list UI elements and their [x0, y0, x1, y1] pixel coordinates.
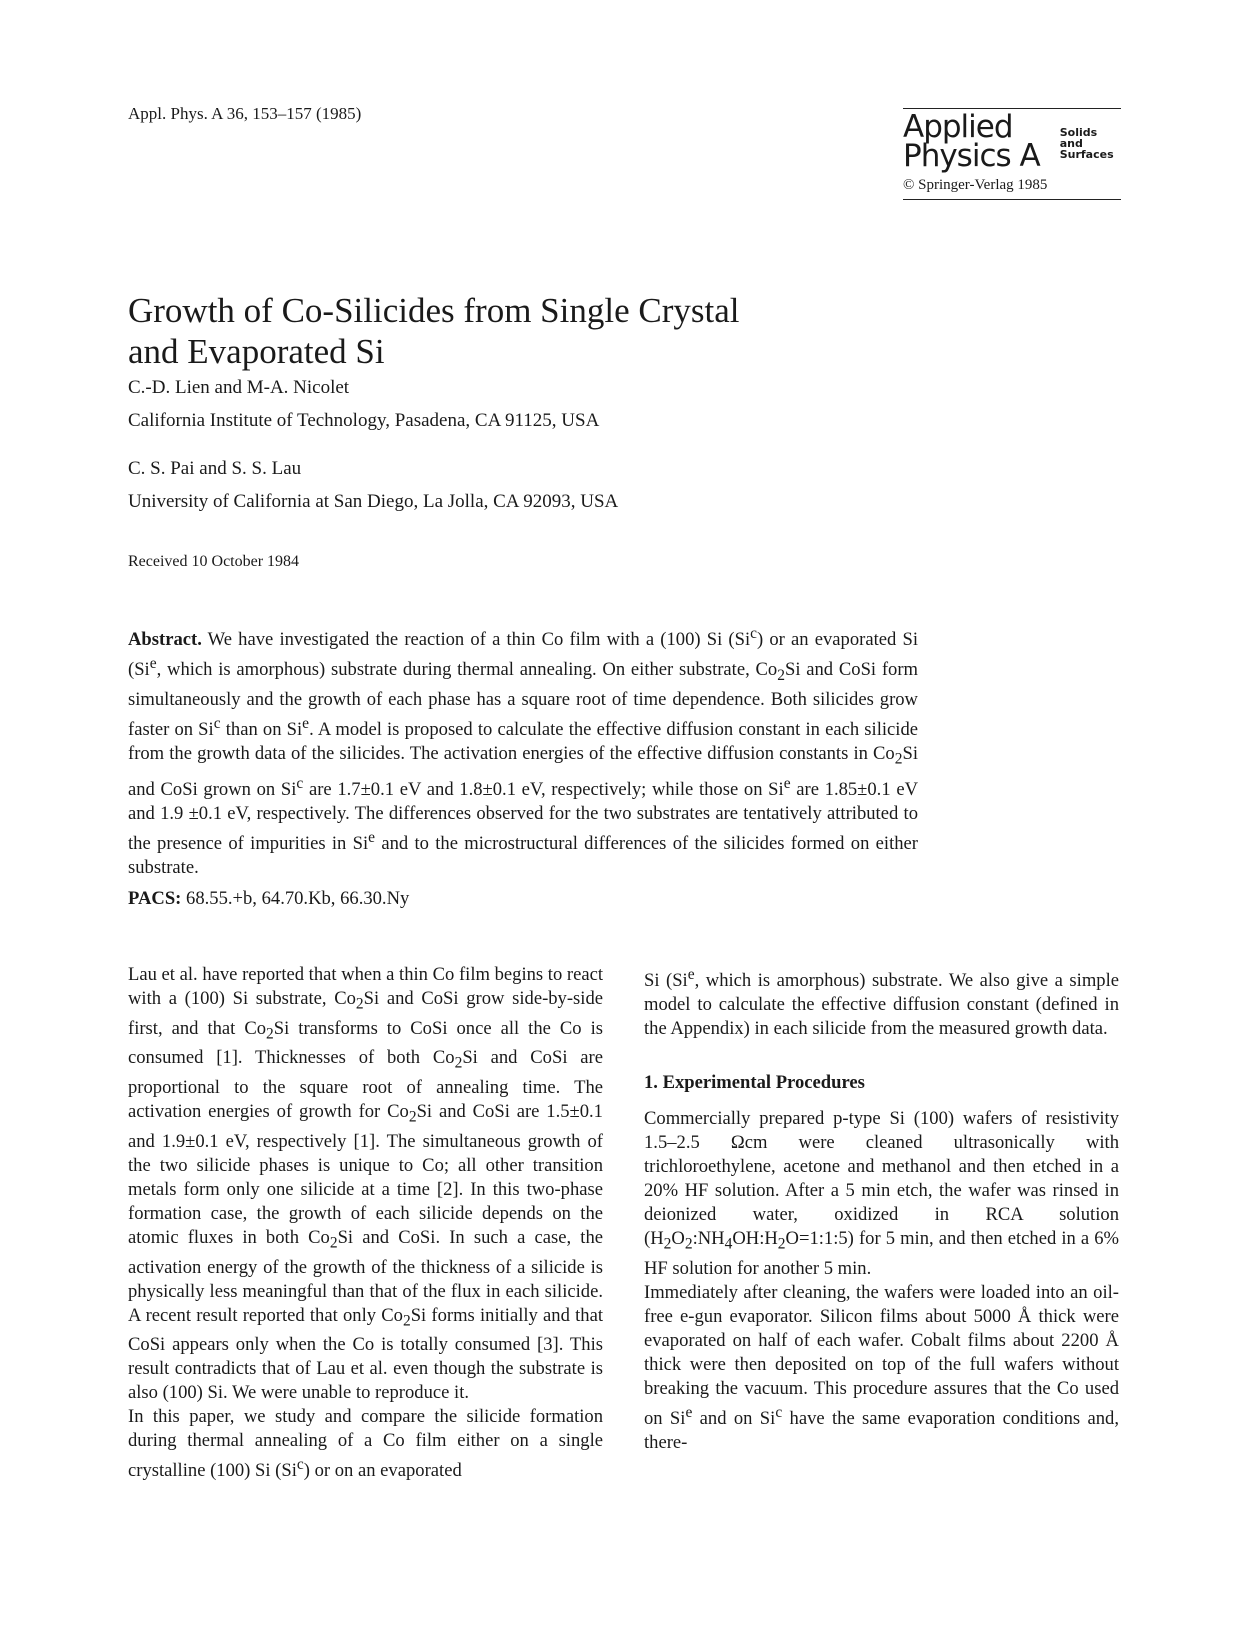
journal-name-line2: Physics A — [903, 138, 1040, 174]
intro-paragraph-1: Lau et al. have reported that when a thin Co film begins to react with a (100) Si substrate, $Co_2Si$ and CoSi grow side-by-side first, and that $Co_2Si$ transforms to CoSi once all the Co is consumed [1]. Thicknesses of both $Co_2Si$ and CoSi are proportional to the square root of annealing time. The activation energies of growth for $Co_2Si$ and CoSi are 1.5±0.1 and 1.9±0.1 eV, respectively [1]. The simultaneous growth of the two silicide phases is unique to Co; all other transition metals form only one silicide at a time [2]. In this two-phase formation case, the growth of each silicide depends on the atomic fluxes in both $Co_2Si$ and CoSi. In such a case, the activation energy of the growth of the thickness of a silicide is physically less meaningful than that of the flux in each silicide. A recent result reported that only $Co_2Si$ forms initially and that CoSi appears only when the Co is totally consumed [3]. This result contradicts that of Lau et al. even though the substrate is also (100) Si. We were unable to reproduce it. — [128, 964, 604, 1404]
pacs-label: PACS: — [128, 888, 182, 909]
methods-paragraph-1: Commercially prepared p-type Si (100) wafers of resistivity 1.5–2.5 Ωcm were cleaned ultrasonically with trichloroethylene, acetone and methanol and then etched in a 20% HF solution. After a 5 min etch, the wafer was rinsed in deionized water, oxidized in RCA solution $(H_2O_2:NH_4OH:H_2O=1:1:5)$ for 5 min, and then etched in a 6% HF solution for another 5 min. — [644, 1108, 1119, 1279]
pacs-codes: 68.55.+b, 64.70.Kb, 66.30.Ny — [186, 888, 410, 909]
journal-section-2: and — [1059, 137, 1083, 150]
methods-paragraph-2: Immediately after cleaning, the wafers were loaded into an oil-free e-gun evaporator. Silicon films about 5000 Å thick were evaporated on half of each wafer. Cobalt films about 2200 Å thick were then deposited on top of the full wafers without breaking the vacuum. This procedure assures that the Co used on Si$^e$ and on Si$^c$ have the same evaporation conditions and, there- — [644, 1281, 1119, 1454]
author-names-1: C.-D. Lien and M-A. Nicolet — [128, 377, 350, 398]
journal-name-line1: Applied — [903, 109, 1013, 145]
affiliation-2: University of California at San Diego, La Jolla, CA 92093, USA — [128, 491, 619, 512]
abstract-label: Abstract. — [128, 629, 202, 651]
journal-logo — [903, 108, 1121, 200]
section-heading: 1. Experimental Procedures — [644, 1072, 865, 1094]
intro-column — [128, 963, 603, 1484]
journal-citation: Appl. Phys. A 36, 153–157 (1985) — [128, 104, 362, 123]
title-line-2: and Evaporated Si — [128, 332, 385, 371]
author-names-2: C. S. Pai and S. S. Lau — [128, 458, 302, 479]
pacs — [128, 888, 409, 910]
received-date: Received 10 October 1984 — [128, 553, 300, 570]
intro-paragraph-3: Si (Si$^e$, which is amorphous) substrate. We also give a simple model to calculate the effective diffusion constant (defined in the Appendix) in each silicide from the measured growth data. — [644, 966, 1119, 1040]
journal-section — [1060, 127, 1114, 160]
paper-title — [128, 290, 888, 372]
affiliation-1: California Institute of Technology, Pasadena, CA 91125, USA — [128, 410, 600, 431]
right-column — [644, 963, 1119, 1455]
copyright: © Springer-Verlag 1985 — [903, 177, 1121, 200]
intro-paragraph-2: In this paper, we study and compare the silicide formation during thermal annealing of a Co film either on a single crystalline (100) Si (Si$^c$) or on an evaporated — [128, 1406, 603, 1482]
title-line-1: Growth of Co-Silicides from Single Crystal — [128, 291, 740, 330]
abstract: Abstract. We have investigated the reaction of a thin Co film with a (100) Si (Si$^c$) or an evaporated Si (Si$^e$, which is amorphous) substrate during thermal annealing. On either substrate, $Co_2Si$ and CoSi form simultaneously and the growth of each phase has a square root of time dependence. Both silicides grow faster on Si$^c$ than on Si$^e$. A model is proposed to calculate the effective diffusion constant in each silicide from the growth data of the silicides. The activation energies of the effective diffusion constants in $Co_2Si$ and CoSi grown on Si$^c$ are 1.7±0.1 eV and 1.8±0.1 eV, respectively; while those on Si$^e$ are 1.85±0.1 eV and 1.9 ±0.1 eV, respectively. The differences observed for the two substrates are tentatively attributed to the presence of impurities in Si$^e$ and to the microstructural differences of the silicides formed on either substrate. — [128, 625, 918, 879]
journal-section-3: Surfaces — [1059, 148, 1114, 161]
journal-section-1: Solids — [1059, 126, 1098, 139]
